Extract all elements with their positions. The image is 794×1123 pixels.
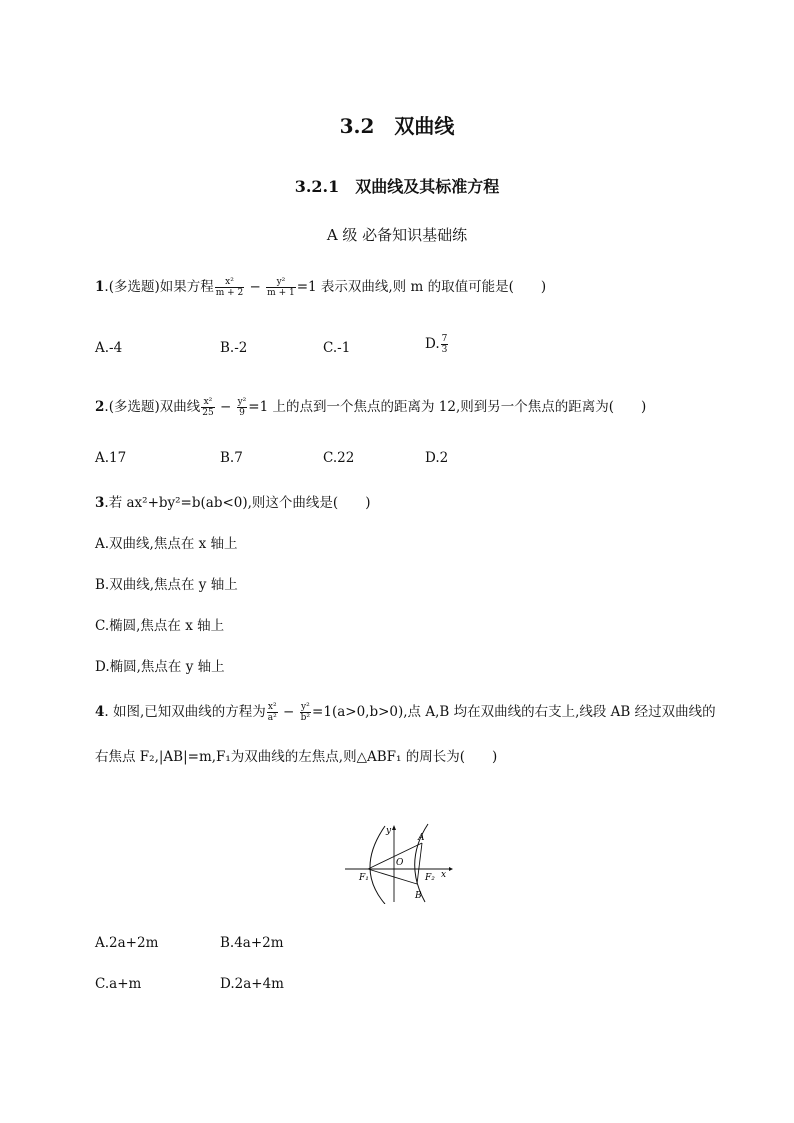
option-c[interactable]: C.-1 (323, 340, 351, 356)
fraction: $\frac{\text{y²}}{m + 1}$ (267, 277, 295, 298)
option-d[interactable]: D.2a+4m (220, 976, 284, 992)
question-number: 3 (95, 495, 105, 511)
fraction: $\frac{\text{x²}}{\text{a²}}$ (267, 702, 277, 723)
page-title: 3.2 双曲线 (339, 114, 455, 138)
fraction: $\frac{\text{y²}}{\text{b²}}$ (300, 702, 311, 723)
x-axis-arrow (449, 867, 453, 871)
option-d[interactable]: D.椭圆,焦点在 y 轴上 (95, 659, 225, 675)
label-o: O (396, 858, 404, 868)
question-3 (95, 491, 370, 511)
hyperbola-figure (345, 822, 455, 904)
hyperbola-diagram (345, 822, 455, 904)
label-x: x (441, 870, 447, 880)
question-text: .若 ax²+by²=b(ab<0),则这个曲线是( ) (104, 495, 371, 511)
segment-a-b (417, 843, 422, 884)
segment-f1-a (368, 843, 422, 869)
question-number: 2 (95, 399, 105, 415)
question-tag: .(多选题)双曲线 (104, 399, 201, 415)
option-b[interactable]: B.4a+2m (220, 935, 284, 951)
option-c[interactable]: C.22 (323, 450, 355, 466)
option-a[interactable]: A.2a+2m (95, 935, 159, 951)
question-number: 4 (95, 704, 105, 720)
section-subtitle: 3.2.1 双曲线及其标准方程 (294, 177, 500, 196)
label-y: y (386, 826, 392, 836)
question-4-line2: 右焦点 F₂,|AB|=m,F₁为双曲线的左焦点,则△ABF₁ 的周长为( ) (95, 749, 498, 765)
question-text: =1(a>0,b>0),点 A,B 均在双曲线的右支上,线段 AB 经过双曲线的 (312, 704, 716, 720)
option-c[interactable]: C.a+m (95, 976, 142, 992)
fraction: $\frac{\text{x²}}{m + 2}$ (215, 277, 244, 298)
option-c[interactable]: C.椭圆,焦点在 x 轴上 (95, 618, 225, 634)
question-text: =1 表示双曲线,则 m 的取值可能是( ) (296, 279, 547, 295)
label-f1: F₁ (359, 873, 369, 883)
hyperbola-left-branch (370, 826, 385, 904)
question-2: 2.(多选题)双曲线 $\frac{\text{x²}}{25}$ − $\frac{\text{y²}}{9}$ =1 上的点到一个焦点的距离为 12,则到另一个焦点的距离为( ) (95, 397, 647, 418)
label-b: B (415, 891, 422, 901)
question-4: 4. 如图,已知双曲线的方程为 $\frac{\text{x²}}{\text{a²}}$ − $\frac{\text{y²}}{\text{b²}}$ =1(a>0,b>0),点 A,B 均在双曲线的右支上,线段 AB 经过双曲线的 (95, 702, 716, 723)
option-b[interactable]: B.7 (220, 450, 243, 466)
question-number: 1 (95, 279, 105, 295)
fraction: $\frac{\text{y²}}{9}$ (237, 397, 247, 418)
y-axis-arrow (392, 825, 396, 830)
option-b[interactable]: B.双曲线,焦点在 y 轴上 (95, 577, 238, 593)
question-1: 1.(多选题)如果方程 $\frac{\text{x²}}{m + 2}$ − $\frac{\text{y²}}{m + 1}$ =1 表示双曲线,则 m 的取值可能是( ) (95, 277, 547, 298)
question-tag: .(多选题)如果方程 (104, 279, 214, 295)
option-d[interactable]: D. $\frac{7}{3}$ (425, 334, 448, 355)
label-a: A (418, 833, 425, 843)
fraction: $\frac{\text{x²}}{25}$ (202, 397, 214, 418)
option-d[interactable]: D.2 (425, 450, 449, 466)
question-text: =1 上的点到一个焦点的距离为 12,则到另一个焦点的距离为( ) (248, 399, 647, 415)
level-heading: A 级 必备知识基础练 (326, 226, 468, 244)
option-b[interactable]: B.-2 (220, 340, 248, 356)
label-f2: F₂ (425, 873, 435, 883)
segment-f1-b (368, 869, 417, 884)
option-a[interactable]: A.17 (95, 450, 127, 466)
option-a[interactable]: A.双曲线,焦点在 x 轴上 (95, 536, 238, 552)
option-a[interactable]: A.-4 (95, 340, 123, 356)
